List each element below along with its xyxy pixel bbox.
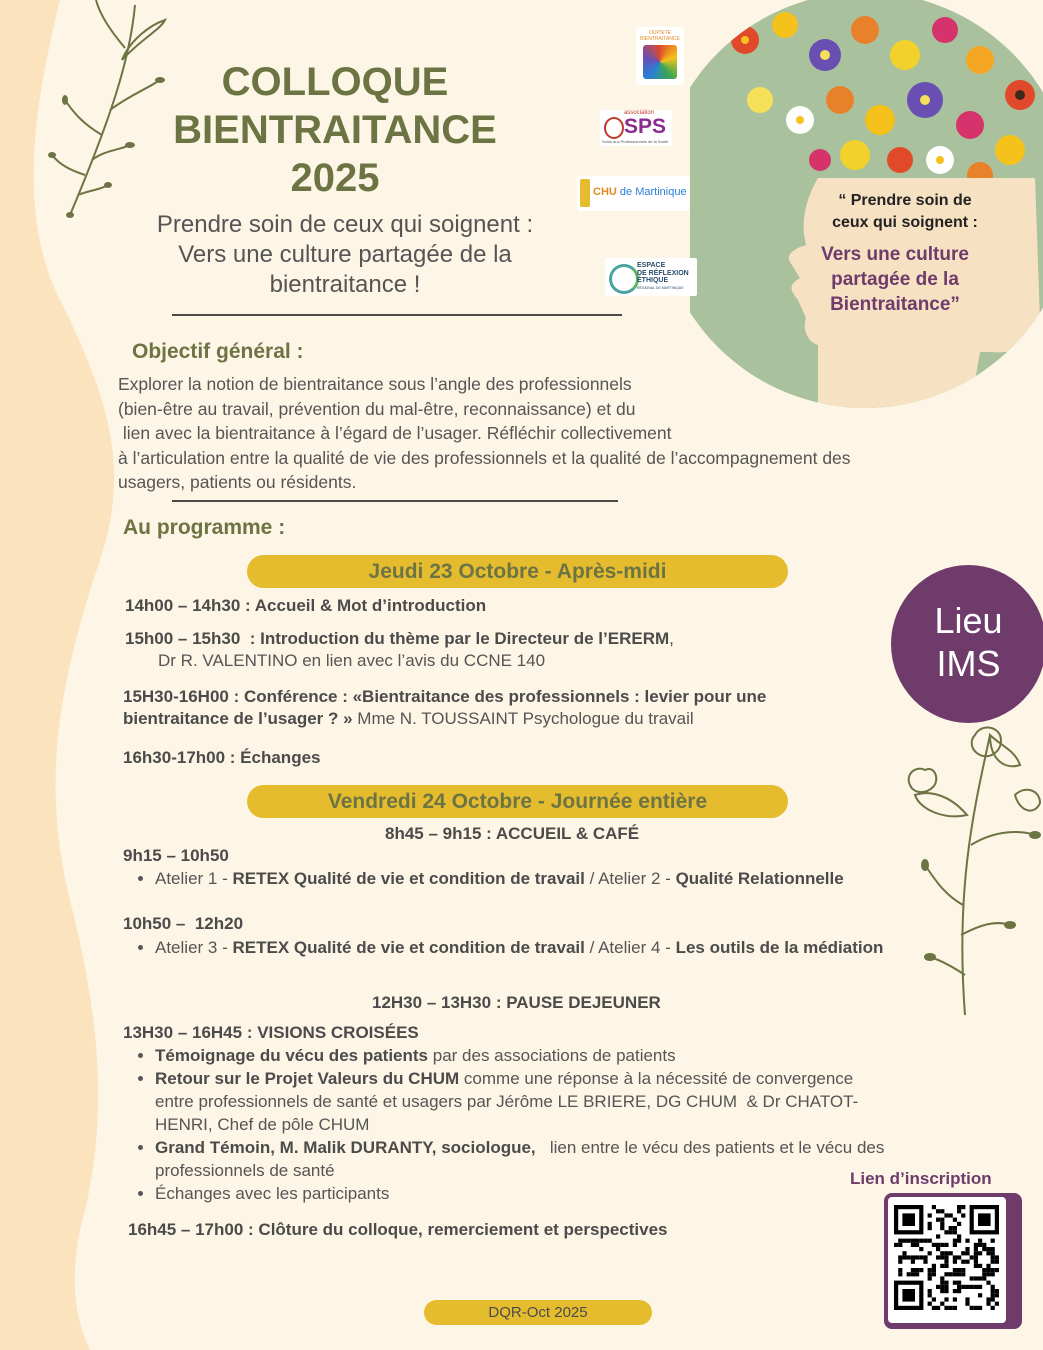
day1-banner: Jeudi 23 Octobre - Après-midi (247, 555, 788, 588)
sps-logo (600, 110, 672, 146)
chu-logo-rest: de Martinique (616, 186, 687, 198)
sps-logo-main: SPS (624, 115, 667, 138)
atelier2-title: Qualité Relationnelle (675, 869, 844, 888)
atelier4-label: / Atelier 4 - (584, 938, 676, 957)
erem-line2: DE RÉFLEXION (637, 269, 689, 277)
day2-cloture: 16h45 – 17h00 : Clôture du colloque, remerciement et perspectives (128, 1220, 668, 1239)
programme-heading: Au programme : (123, 516, 286, 539)
day1-item3-line1: 15H30-16H00 : Conférence : «Bientraitance des professionnels : levier pour une (123, 687, 767, 706)
day2-banner: Vendredi 24 Octobre - Journée entière (247, 785, 788, 818)
hero-quote-line1: “ Prendre soin de (838, 192, 972, 209)
day1-item2 (125, 628, 674, 650)
registration-label: Lien d’inscription (850, 1169, 992, 1188)
chu-logo-main: CHU (593, 186, 617, 198)
list-item (155, 1136, 893, 1182)
list-item (155, 867, 929, 890)
hero-quote-line2: ceux qui soignent : (832, 214, 978, 231)
subtitle-line3: bientraitance ! (269, 271, 421, 298)
day2-pause: 12H30 – 13H30 : PAUSE DEJEUNER (372, 993, 661, 1012)
espace-reflexion-ethique-logo (605, 258, 697, 296)
day2-slot3-list (123, 1044, 893, 1205)
hero-quote-intro (820, 190, 990, 234)
day2-accueil: 8h45 – 9h15 : ACCUEIL & CAFÉ (385, 824, 640, 843)
day1-item2-detail: Dr R. VALENTINO en lien avec l’avis du CCNE 140 (158, 651, 546, 670)
objectif-line: (bien-être au travail, prévention du mal-être, reconnaissance) et du (118, 398, 636, 419)
bientraitance-logo-text: OUPSITE BIENTRAITANCE (640, 30, 680, 42)
bullet1-text: par des associations de patients (428, 1046, 676, 1065)
erem-line3: ÉTHIQUE (637, 277, 669, 284)
bullet3-text: lien entre le vécu des patients et le vécu des professionnels de santé (155, 1138, 890, 1180)
day1-item3-speaker: Mme N. TOUSSAINT Psychologue du travail (352, 709, 694, 728)
atelier1-title: RETEX Qualité de vie et condition de travail (232, 869, 585, 888)
objectif-text (118, 372, 1018, 495)
divider (172, 314, 622, 316)
chu-martinique-logo (577, 176, 689, 211)
day1-item2-comma: , (669, 629, 674, 648)
footer-reference: DQR-Oct 2025 (424, 1300, 652, 1325)
day1-item2-bold: 15h00 – 15h30 : Introduction du thème par le Directeur de l’ERERM (125, 629, 670, 648)
sps-logo-small: association (624, 110, 655, 116)
qr-code-frame[interactable] (884, 1193, 1022, 1329)
bientraitance-logo (636, 27, 684, 85)
objectif-line: lien avec la bientraitance à l’égard de l’usager. Réfléchir collectivement (118, 423, 672, 443)
objectif-heading: Objectif général : (132, 340, 304, 363)
page-title (130, 58, 540, 202)
list-item (155, 936, 913, 959)
venue-name: IMS (936, 643, 1001, 684)
day1-item4: 16h30-17h00 : Échanges (123, 748, 321, 767)
subtitle-line2: Vers une culture partagée de la (178, 241, 512, 268)
list-item (155, 1044, 893, 1067)
list-item (155, 1182, 893, 1205)
erem-line1: ESPACE (637, 262, 666, 269)
atelier4-title: Les outils de la médiation (675, 938, 884, 957)
atelier3-label: Atelier 3 - (155, 938, 233, 957)
page-subtitle (110, 210, 580, 300)
hero-quote-line3: Vers une culture (821, 244, 969, 265)
title-line1: COLLOQUE (221, 60, 449, 104)
day2-slot3: 13H30 – 16H45 : VISIONS CROISÉES (123, 1023, 419, 1042)
bullet2-bold: Retour sur le Projet Valeurs du CHUM (155, 1069, 460, 1088)
qr-code[interactable] (888, 1197, 1006, 1323)
bullet2-text: comme une réponse à la nécessité de convergence entre professionnels de santé et usagers par Jérôme LE BRIERE, DG CHUM & Dr CHATOT-HENRI, Chef de pôle CHUM (155, 1069, 859, 1134)
title-line3: 2025 (290, 156, 380, 200)
objectif-line: à l’articulation entre la qualité de vie des professionnels et la qualité de l’accompagnement des (118, 447, 851, 468)
atelier3-title: RETEX Qualité de vie et condition de travail (232, 938, 585, 957)
subtitle-line1: Prendre soin de ceux qui soignent : (156, 211, 534, 238)
atelier2-label: / Atelier 2 - (584, 869, 676, 888)
objectif-line: usagers, patients ou résidents. (118, 472, 357, 492)
day1-item3 (123, 686, 766, 730)
sps-logo-caption: Soins aux Professionnels de la Santé (602, 139, 669, 144)
bullet4-text: Échanges avec les participants (155, 1184, 390, 1203)
day2-slot1-list (123, 867, 929, 890)
day1-item3-bold2: bientraitance de l’usager ? » (123, 709, 353, 728)
hero-quote-highlight (805, 242, 985, 317)
objectif-line: Explorer la notion de bientraitance sous l’angle des professionnels (118, 374, 632, 394)
erem-line4: RÉGIONAL DE MARTINIQUE (637, 285, 684, 290)
title-line2: BIENTRAITANCE (173, 108, 497, 152)
venue-label: Lieu (934, 600, 1003, 641)
venue-badge (891, 565, 1043, 723)
bullet1-bold: Témoignage du vécu des patients (155, 1046, 429, 1065)
day2-slot2-list (123, 936, 913, 959)
divider (172, 500, 618, 502)
day2-slot2: 10h50 – 12h20 (123, 914, 244, 933)
atelier1-label: Atelier 1 - (155, 869, 233, 888)
day1-item1: 14h00 – 14h30 : Accueil & Mot d’introduction (125, 596, 487, 615)
hero-quote-line5: Bientraitance” (830, 294, 960, 315)
day2-slot1: 9h15 – 10h50 (123, 846, 229, 865)
list-item (155, 1067, 893, 1136)
hero-quote-line4: partagée de la (831, 269, 959, 290)
bullet3-bold: Grand Témoin, M. Malik DURANTY, sociologue, (155, 1138, 536, 1157)
